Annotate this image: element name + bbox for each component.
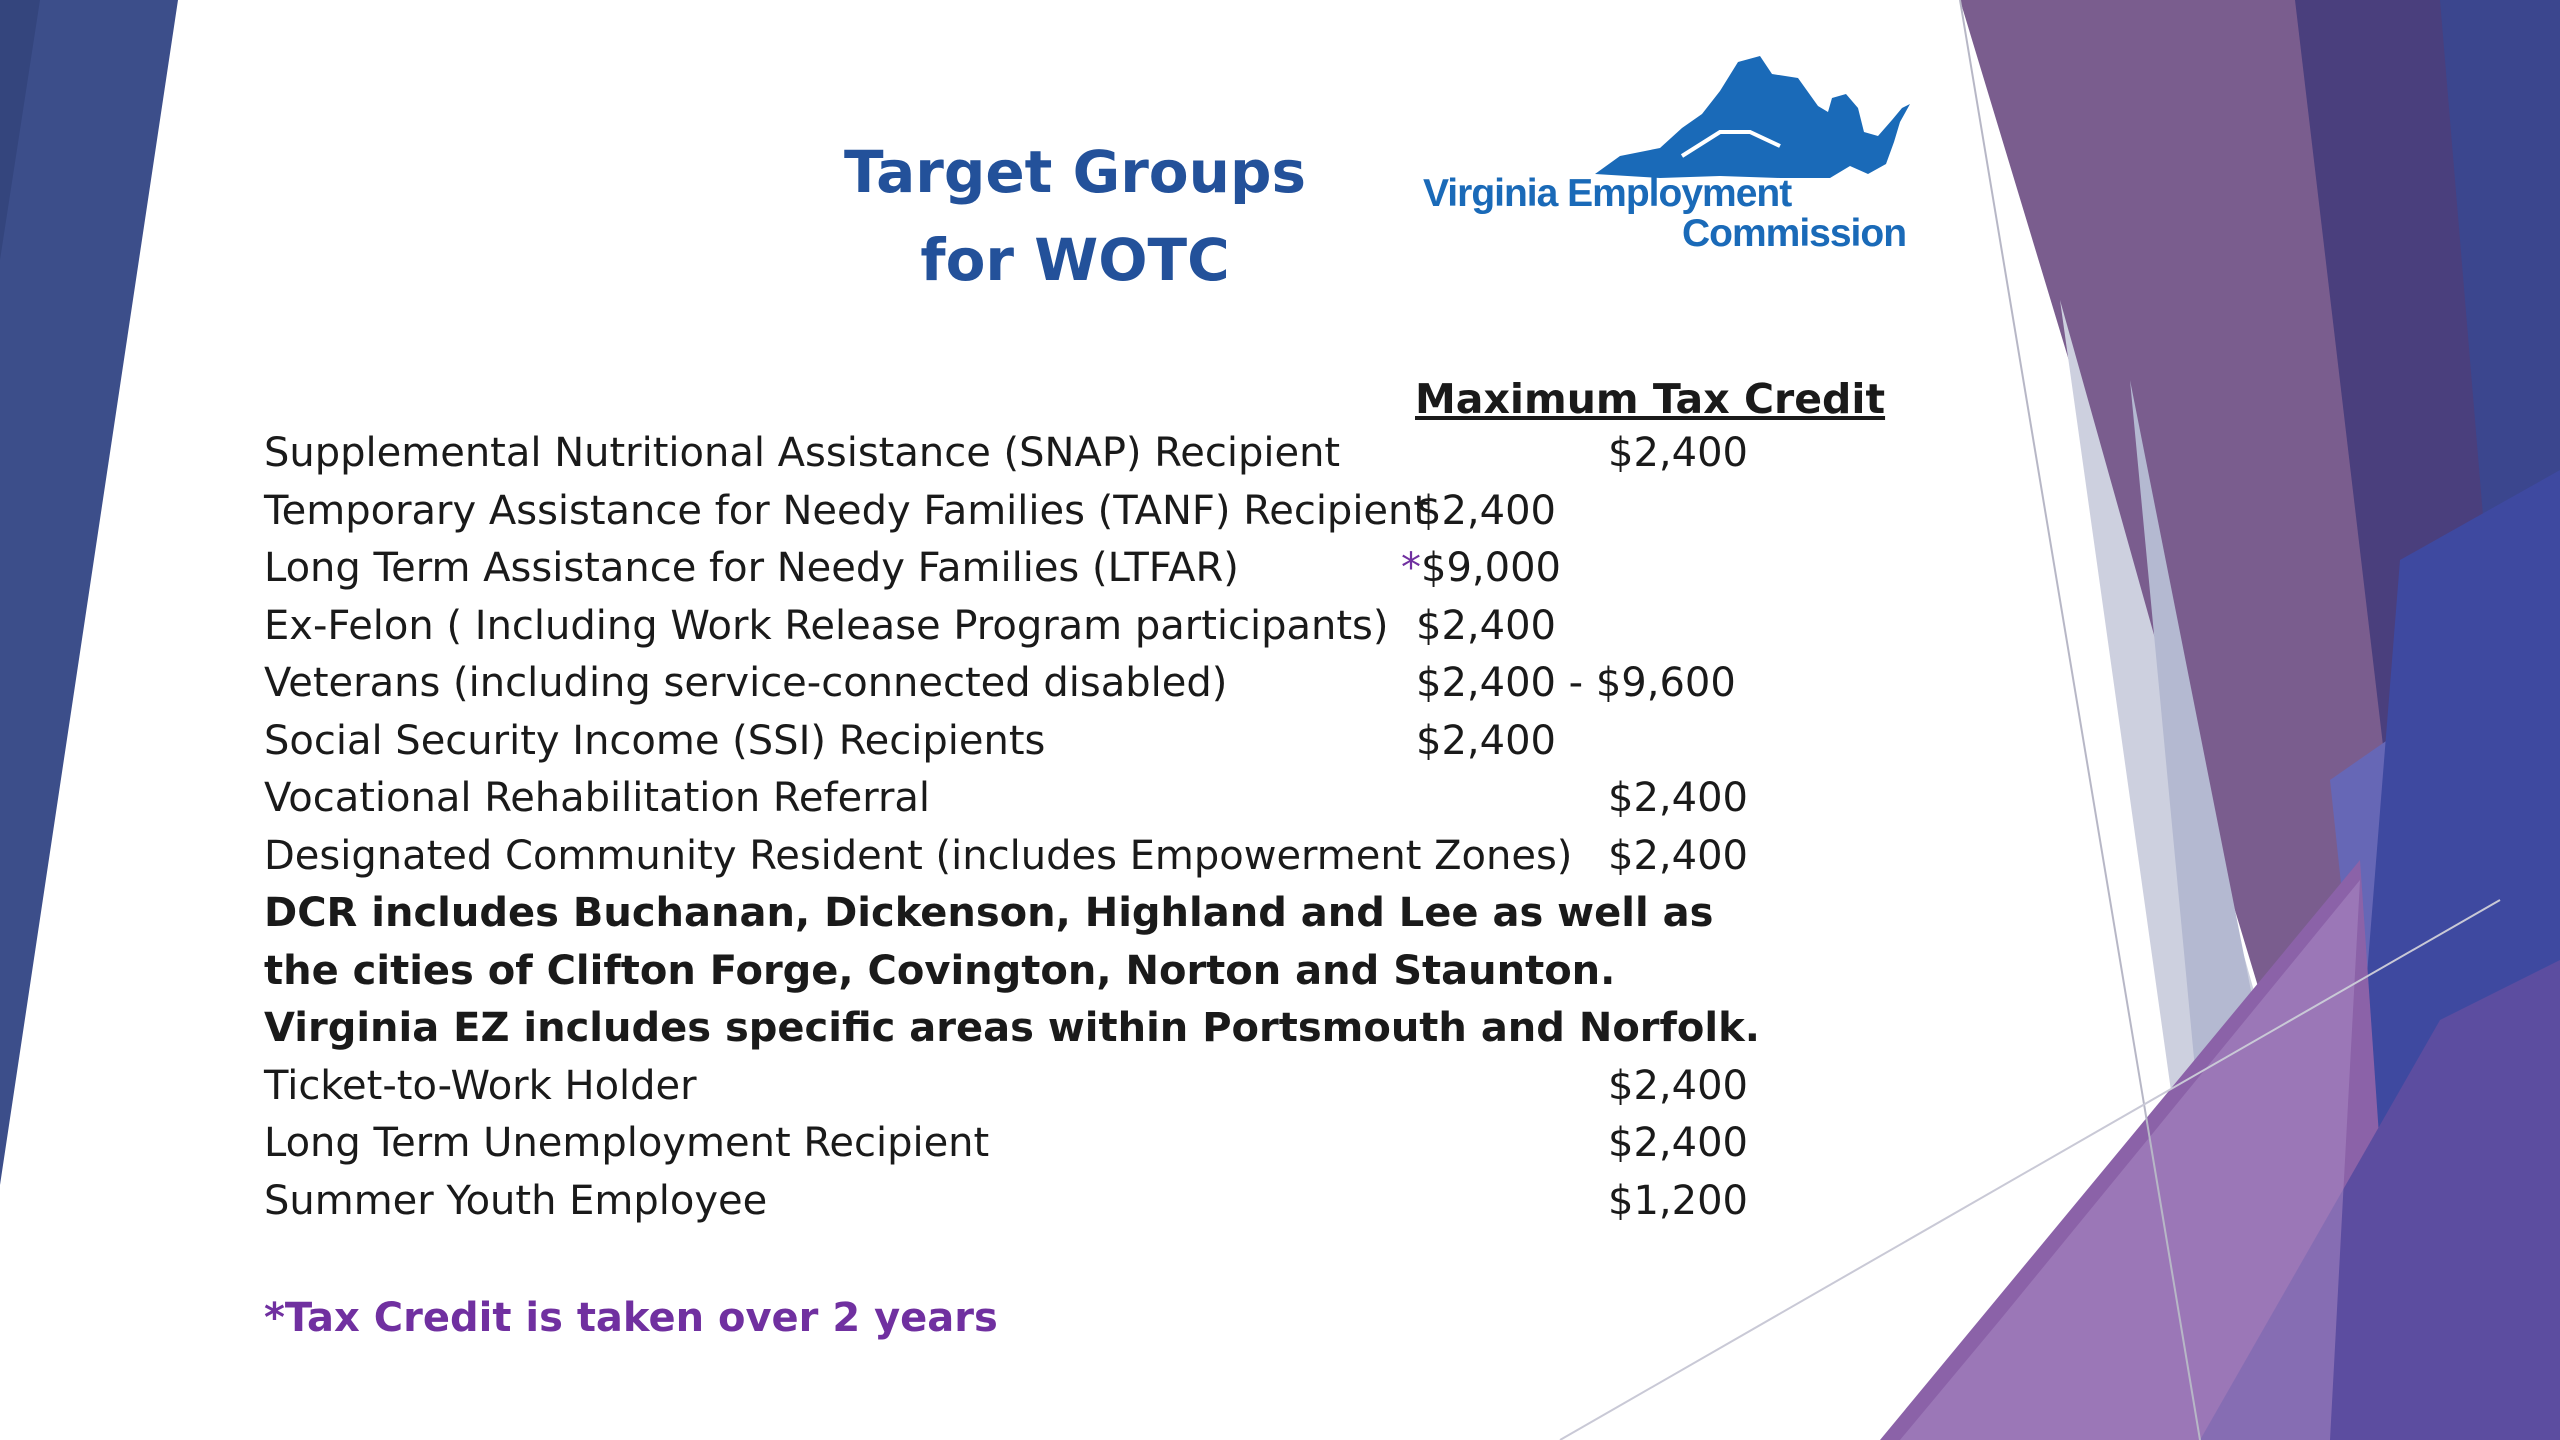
footnote-marker: *: [1401, 545, 1421, 591]
footnote: *Tax Credit is taken over 2 years: [264, 1295, 998, 1341]
dcr-note-line: DCR includes Buchanan, Dickenson, Highland and Lee as well as: [264, 890, 1714, 936]
table-row: [264, 430, 1748, 488]
row-label: Temporary Assistance for Needy Families (TANF) Recipient: [264, 488, 1430, 534]
table-row: [264, 1178, 1748, 1236]
row-amount: $2,400 - $9,600: [1416, 660, 1736, 706]
row-amount: $2,400: [1608, 1063, 1748, 1109]
row-label: Ticket-to-Work Holder: [264, 1063, 697, 1109]
row-label: Veterans (including service-connected disabled): [264, 660, 1228, 706]
row-amount: $2,400: [1608, 1120, 1748, 1166]
table-row: [264, 1063, 1748, 1121]
logo-line-1: Virginia Employment: [1423, 172, 1792, 215]
row-label: Vocational Rehabilitation Referral: [264, 775, 931, 821]
row-amount: $2,400: [1608, 775, 1748, 821]
slide-title: [800, 128, 1350, 304]
row-amount: $1,200: [1608, 1178, 1748, 1224]
row-amount: $2,400: [1416, 488, 1556, 534]
table-row: [264, 833, 1748, 891]
column-header-max-tax-credit: Maximum Tax Credit: [1415, 375, 1886, 423]
row-label: Long Term Unemployment Recipient: [264, 1120, 990, 1166]
row-amount: $2,400: [1416, 603, 1556, 649]
vec-logo: [1420, 36, 1940, 266]
row-label: Ex-Felon ( Including Work Release Program participants): [264, 603, 1389, 649]
table-row: [264, 1120, 1748, 1178]
row-amount-value: $9,000: [1421, 545, 1561, 591]
ez-note-line: Virginia EZ includes specific areas within Portsmouth and Norfolk.: [264, 1005, 1760, 1051]
row-label: Long Term Assistance for Needy Families (LTFAR): [264, 545, 1239, 591]
row-amount: $2,400: [1608, 430, 1748, 476]
table-row: [264, 603, 1556, 661]
table-row: [264, 488, 1556, 546]
dcr-note-line: the cities of Clifton Forge, Covington, Norton and Staunton.: [264, 948, 1616, 994]
table-row: [264, 775, 1748, 833]
row-amount: $2,400: [1416, 718, 1556, 764]
table-row: [264, 660, 1736, 718]
row-label: Social Security Income (SSI) Recipients: [264, 718, 1046, 764]
logo-line-2: Commission: [1682, 212, 1907, 255]
table-row: [264, 545, 1561, 603]
row-label: Supplemental Nutritional Assistance (SNAP) Recipient: [264, 430, 1341, 476]
title-line-1: Target Groups: [844, 138, 1306, 206]
row-label: Designated Community Resident (includes Empowerment Zones): [264, 833, 1573, 879]
table-row: [264, 718, 1556, 776]
row-amount: $2,400: [1608, 833, 1748, 879]
title-line-2: for WOTC: [920, 226, 1230, 294]
row-amount: [1401, 545, 1561, 591]
row-label: Summer Youth Employee: [264, 1178, 768, 1224]
